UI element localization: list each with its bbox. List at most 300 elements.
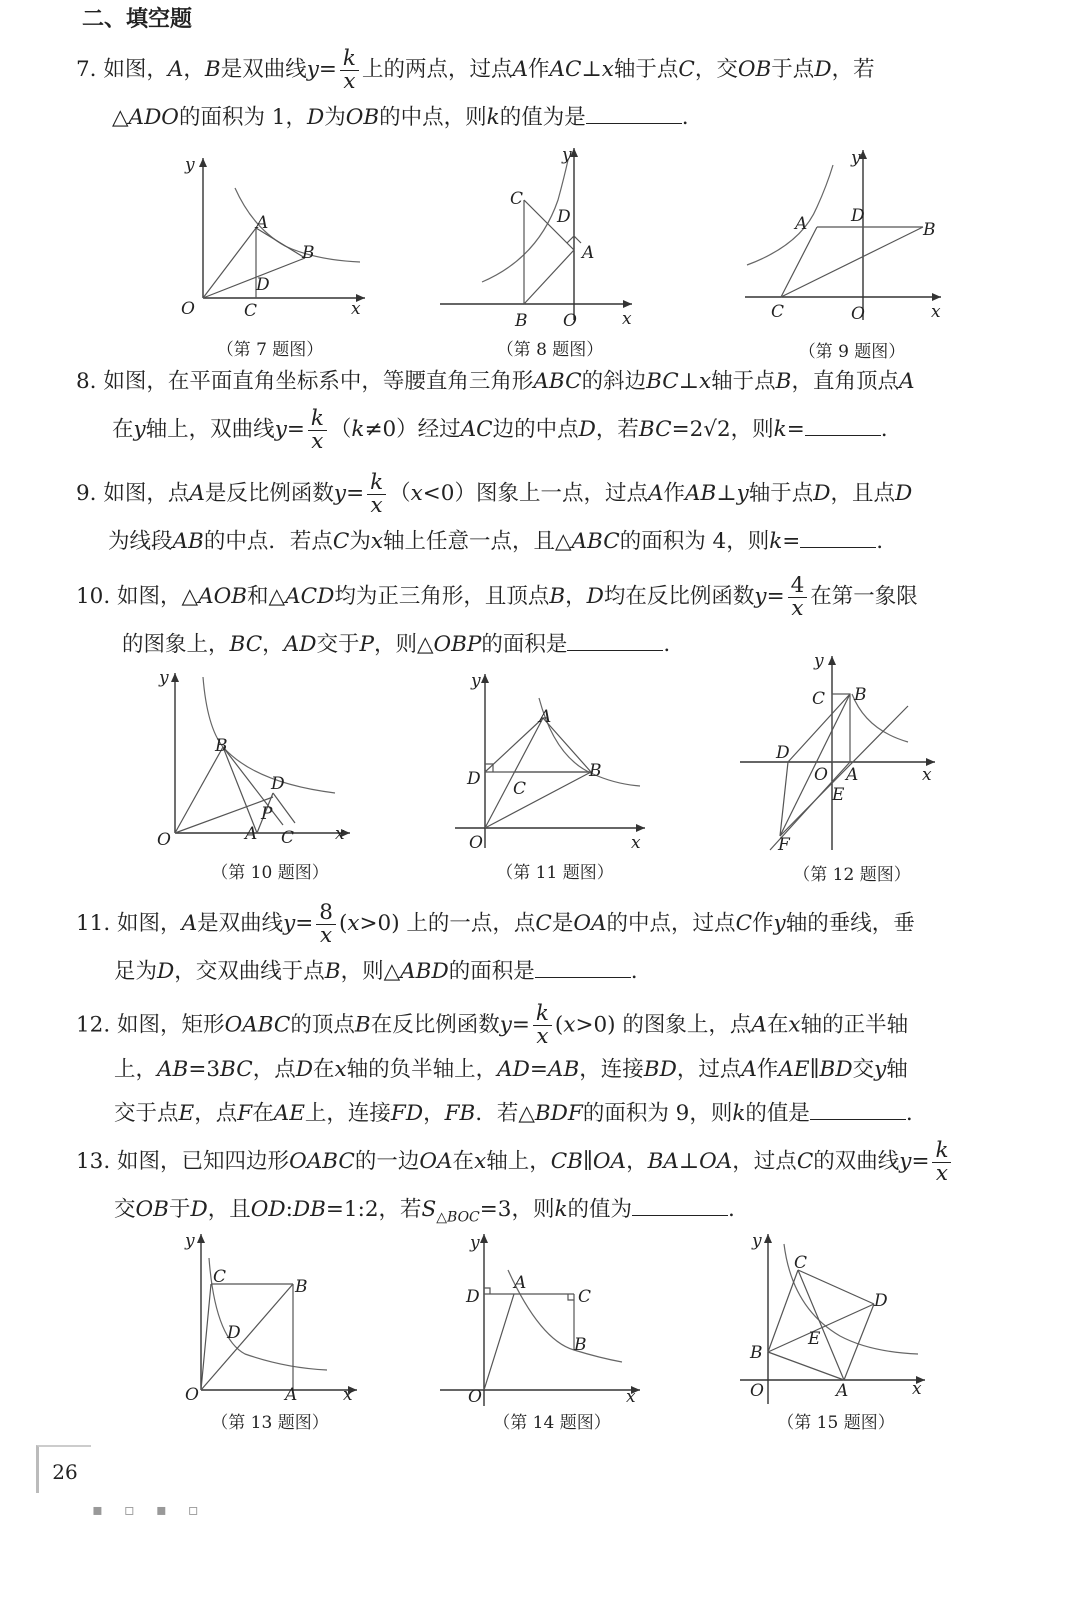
text-fragment: 在	[112, 417, 134, 442]
text-fragment: ，	[423, 1101, 445, 1126]
text-fragment: AC	[549, 57, 582, 82]
text-fragment: k	[773, 417, 787, 442]
text-fragment: 作	[752, 911, 774, 936]
label-C: C	[578, 1287, 592, 1307]
text-fragment: P	[359, 632, 374, 657]
text-fragment: 如图，矩形	[117, 1012, 225, 1038]
label-C: C	[510, 189, 524, 209]
label-D: D	[466, 1287, 480, 1307]
text-fragment: =	[911, 1149, 930, 1174]
text-fragment: OA	[592, 1149, 627, 1174]
caption-figure-7: （第 7 题图）	[216, 340, 324, 360]
label-O: O	[563, 311, 577, 331]
figure-8	[440, 140, 640, 330]
text-fragment: =	[782, 529, 801, 554]
text-fragment: k	[769, 529, 783, 554]
label-B: B	[574, 1335, 587, 1355]
text-fragment: (	[554, 1012, 564, 1038]
text-fragment: y	[133, 417, 146, 442]
text-fragment: ，交	[694, 57, 738, 82]
text-fragment: x	[370, 492, 383, 518]
text-fragment: ，则	[730, 417, 774, 442]
text-fragment: AE	[273, 1101, 305, 1126]
text-fragment: x	[343, 68, 356, 94]
text-fragment: .	[728, 1197, 735, 1222]
text-fragment: ，若	[595, 417, 639, 442]
text-fragment: 的中点，过点	[606, 911, 736, 936]
caption-figure-14: （第 14 题图）	[493, 1413, 611, 1433]
text-fragment: OA	[699, 1149, 733, 1174]
label-y: y	[185, 1231, 195, 1251]
caption-figure-9: （第 9 题图）	[798, 342, 906, 362]
text-fragment: AB	[685, 481, 717, 506]
text-fragment: A	[751, 1012, 767, 1038]
text-fragment: D	[578, 417, 596, 442]
answer-blank[interactable]	[800, 527, 876, 548]
label-P: P	[261, 804, 273, 824]
label-B: B	[923, 220, 936, 240]
text-fragment: =	[766, 584, 785, 609]
text-fragment: C	[796, 1149, 814, 1174]
text-fragment: 如图，△	[117, 584, 199, 609]
text-fragment: B	[775, 369, 792, 394]
text-fragment: x	[410, 481, 423, 506]
text-fragment: ∥	[809, 1057, 820, 1082]
text-fragment: k	[533, 1003, 552, 1026]
text-fragment: 轴的负半轴上，	[346, 1057, 498, 1082]
text-fragment: A	[512, 57, 528, 82]
text-fragment: A	[167, 57, 184, 82]
text-fragment: ∥	[582, 1149, 593, 1174]
text-fragment: x	[698, 369, 712, 394]
text-fragment: 为线段	[108, 529, 173, 554]
text-fragment: .	[630, 959, 638, 984]
label-B: B	[750, 1343, 763, 1363]
text-fragment: ABD	[400, 959, 449, 984]
text-fragment: BC	[220, 1057, 253, 1082]
label-B: B	[302, 243, 315, 263]
text-fragment: A	[898, 369, 915, 394]
figure-12	[740, 650, 945, 855]
figure-13	[175, 1228, 365, 1408]
text-fragment: 的图象上，	[122, 632, 230, 657]
label-A: A	[539, 707, 552, 727]
caption-figure-10: （第 10 题图）	[211, 863, 329, 883]
text-fragment: x	[788, 1012, 801, 1038]
label-A: A	[846, 765, 859, 785]
text-fragment: BA	[647, 1149, 679, 1174]
text-fragment: =3，则	[479, 1197, 555, 1222]
question-13	[76, 1138, 1051, 1241]
text-fragment: ≠0）经过	[364, 417, 461, 442]
label-O: O	[750, 1381, 764, 1401]
label-x: x	[626, 1387, 636, 1407]
text-fragment: 轴上，双曲线	[145, 417, 275, 442]
text-fragment: ，则△	[373, 632, 434, 657]
answer-blank[interactable]	[586, 103, 682, 124]
text-fragment: 的面积为 1，	[178, 105, 307, 130]
label-C: C	[771, 302, 785, 322]
text-fragment: 的面积为 4，则	[619, 529, 770, 554]
fraction	[308, 405, 327, 454]
text-fragment: 于点	[771, 57, 815, 82]
text-fragment: 如图，点	[103, 481, 190, 506]
text-fragment: y	[283, 911, 296, 936]
text-fragment: x	[347, 911, 360, 936]
text-fragment: y	[736, 481, 749, 506]
text-fragment: ，且点	[830, 481, 896, 506]
text-fragment: k	[340, 48, 359, 71]
label-E: E	[808, 1329, 821, 1349]
text-fragment: BDF	[534, 1101, 583, 1126]
label-A: A	[245, 824, 258, 844]
text-fragment: ，直角顶点	[791, 369, 899, 394]
question-number: 9.	[76, 481, 97, 506]
caption-figure-8: （第 8 题图）	[496, 340, 604, 360]
text-fragment: ACD	[285, 584, 335, 609]
label-B: B	[854, 685, 867, 705]
label-x: x	[631, 833, 641, 853]
label-y: y	[562, 145, 572, 165]
question-number: 10.	[76, 584, 111, 609]
text-fragment: （	[389, 481, 411, 506]
text-fragment: 为	[349, 529, 371, 554]
text-fragment: OA	[419, 1149, 453, 1174]
text-fragment: ，	[183, 57, 205, 82]
text-fragment: =	[529, 1057, 548, 1082]
text-fragment: 上，	[114, 1057, 158, 1082]
footer-marks: ▪ ▫ ▪ ▫	[92, 1500, 207, 1519]
label-x: x	[922, 765, 932, 785]
text-fragment: 的面积为 9，则	[582, 1101, 733, 1126]
text-fragment: ，	[626, 1149, 648, 1174]
fraction	[340, 45, 359, 94]
label-x: x	[931, 302, 941, 322]
answer-blank[interactable]	[535, 957, 631, 978]
text-fragment: 如图，已知四边形	[117, 1149, 290, 1174]
text-fragment: :	[285, 1197, 293, 1222]
text-fragment: 是反比例函数	[204, 481, 334, 506]
text-fragment: 8	[316, 902, 336, 925]
text-fragment: AB	[172, 529, 204, 554]
text-fragment: 的面积是	[481, 632, 568, 657]
text-fragment: 作	[756, 1057, 779, 1082]
text-fragment: A	[181, 911, 198, 936]
text-fragment: CB	[550, 1149, 583, 1174]
caption-figure-13: （第 13 题图）	[211, 1413, 329, 1433]
text-fragment: .	[876, 529, 884, 554]
text-fragment: D	[813, 481, 831, 506]
text-fragment: E	[178, 1101, 195, 1126]
question-8	[76, 358, 1051, 454]
text-fragment: 交	[852, 1057, 875, 1082]
text-fragment: 是双曲线	[220, 57, 307, 82]
text-fragment: 在	[252, 1101, 274, 1126]
text-fragment: y	[499, 1012, 512, 1038]
text-fragment: x	[601, 57, 614, 82]
text-fragment: D	[586, 584, 604, 609]
text-fragment: x	[563, 1012, 576, 1038]
label-y: y	[851, 148, 861, 168]
text-fragment: OABC	[289, 1149, 355, 1174]
text-fragment: AOB	[198, 584, 248, 609]
text-fragment: 如图，	[103, 57, 168, 82]
label-x: x	[351, 299, 361, 319]
text-fragment: k	[351, 417, 365, 442]
figure-10	[145, 665, 360, 850]
text-fragment: x	[370, 529, 383, 554]
fraction	[367, 469, 386, 518]
text-fragment: k	[367, 472, 386, 495]
text-fragment: DB	[292, 1197, 326, 1222]
text-fragment: ，连接	[579, 1057, 644, 1082]
section-title: 二、填空题	[82, 7, 193, 32]
text-fragment: 均在反比例函数	[603, 584, 755, 609]
text-fragment: BC	[646, 369, 679, 394]
text-fragment: AB	[157, 1057, 189, 1082]
text-fragment: ⊥	[678, 1149, 700, 1174]
text-fragment: =	[295, 911, 314, 936]
text-fragment: 在	[766, 1012, 789, 1038]
label-A: A	[795, 214, 808, 234]
question-number: 12.	[76, 1012, 111, 1038]
label-O: O	[851, 304, 865, 324]
question-9	[76, 470, 1051, 566]
text-fragment: k	[732, 1101, 746, 1126]
text-fragment: =	[786, 417, 805, 442]
text-fragment: k	[932, 1140, 951, 1163]
text-fragment: 在	[452, 1149, 475, 1174]
text-fragment: =1:2，若	[325, 1197, 422, 1222]
text-fragment: B	[549, 584, 566, 609]
text-fragment: ，	[262, 632, 284, 657]
text-fragment: y	[274, 417, 287, 442]
text-fragment: k	[486, 105, 500, 130]
label-O: O	[157, 830, 171, 850]
text-fragment: 交于点	[114, 1101, 179, 1126]
fraction	[932, 1137, 951, 1186]
text-fragment: ，点	[252, 1057, 296, 1082]
text-fragment: A	[741, 1057, 757, 1082]
text-fragment: √2	[703, 417, 731, 442]
question-7	[76, 46, 1051, 142]
text-fragment: A	[647, 481, 664, 506]
label-D: D	[467, 769, 481, 789]
text-fragment: .	[663, 632, 671, 657]
text-fragment: ，且	[207, 1197, 251, 1222]
caption-figure-12: （第 12 题图）	[793, 865, 911, 885]
label-y: y	[159, 668, 169, 688]
label-C: C	[794, 1253, 808, 1273]
label-A: A	[285, 1385, 298, 1405]
label-x: x	[343, 1385, 353, 1405]
text-fragment: x	[791, 595, 804, 621]
text-fragment: x	[474, 1149, 487, 1174]
label-E: E	[832, 785, 845, 805]
label-y: y	[752, 1231, 762, 1251]
answer-blank[interactable]	[632, 1195, 728, 1216]
text-fragment: 4	[788, 575, 808, 598]
text-fragment: C	[678, 57, 695, 82]
fraction	[316, 899, 336, 948]
text-fragment: BC	[638, 417, 672, 442]
caption-figure-15: （第 15 题图）	[777, 1413, 895, 1433]
label-x: x	[622, 309, 632, 329]
text-fragment: k	[554, 1197, 568, 1222]
text-fragment: D	[306, 105, 325, 130]
question-number: 7.	[76, 57, 97, 82]
text-fragment: ，过点	[732, 1149, 797, 1174]
question-7-line-1	[76, 46, 1051, 94]
text-fragment: B	[354, 1012, 371, 1038]
text-fragment: x	[334, 1057, 347, 1082]
text-fragment: 轴于点	[748, 481, 814, 506]
text-fragment: <0）图象上一点，过点	[422, 481, 648, 506]
text-fragment: =2	[671, 417, 704, 442]
text-fragment: 的一边	[354, 1149, 420, 1174]
text-fragment: BD	[819, 1057, 853, 1082]
text-fragment: AE	[778, 1057, 810, 1082]
label-O: O	[814, 765, 828, 785]
text-fragment: =	[511, 1012, 530, 1038]
label-A: A	[836, 1381, 849, 1401]
text-fragment: C	[535, 911, 552, 936]
answer-blank[interactable]	[810, 1099, 906, 1120]
text-fragment: (	[338, 911, 348, 936]
text-fragment: 的值为是	[499, 105, 586, 130]
text-fragment: FB	[444, 1101, 476, 1126]
text-fragment: x	[935, 1160, 949, 1186]
text-fragment: ⊥	[678, 369, 699, 394]
text-fragment: =	[318, 57, 337, 82]
label-y: y	[470, 1233, 480, 1253]
text-fragment: 于	[168, 1197, 191, 1222]
text-fragment: 边的中点	[492, 417, 579, 442]
text-fragment: F	[237, 1101, 253, 1126]
text-fragment: D	[814, 57, 832, 82]
text-fragment: 轴的正半轴	[800, 1012, 909, 1038]
question-number: 8.	[76, 369, 97, 394]
text-fragment: C	[735, 911, 753, 936]
text-fragment: 轴上，	[486, 1149, 551, 1174]
text-fragment: x	[536, 1024, 549, 1049]
label-A: A	[514, 1273, 527, 1293]
text-fragment: 轴于点	[711, 369, 776, 394]
text-fragment: D	[190, 1197, 208, 1222]
text-fragment: AD	[497, 1057, 530, 1082]
text-fragment: ，过点	[676, 1057, 742, 1082]
label-B: B	[295, 1277, 308, 1297]
text-fragment: OBP	[433, 632, 482, 657]
text-fragment: 为	[324, 105, 346, 130]
text-fragment: =	[346, 481, 365, 506]
label-x: x	[335, 824, 345, 844]
text-fragment: △	[112, 105, 129, 130]
text-fragment: FD	[390, 1101, 424, 1126]
label-O: O	[468, 1387, 482, 1407]
text-fragment: ，	[565, 584, 587, 609]
text-fragment: 轴上任意一点，且△	[382, 529, 572, 554]
text-fragment: OA	[573, 911, 607, 936]
label-A: A	[256, 213, 269, 233]
label-D: D	[227, 1323, 241, 1343]
answer-blank[interactable]	[805, 415, 881, 436]
text-fragment: .	[880, 417, 888, 442]
label-O: O	[181, 299, 195, 319]
label-C: C	[213, 1267, 227, 1287]
text-fragment: =3	[188, 1057, 221, 1082]
text-fragment: x	[311, 428, 324, 454]
text-fragment: 的双曲线	[813, 1149, 900, 1174]
text-fragment: AC	[460, 417, 493, 442]
text-fragment: 在	[312, 1057, 335, 1082]
question-11	[76, 900, 1051, 996]
label-C: C	[281, 828, 295, 848]
label-O: O	[469, 833, 483, 853]
text-fragment: 在反比例函数	[370, 1012, 500, 1038]
text-fragment: 的值为	[567, 1197, 633, 1222]
text-fragment: y	[333, 481, 347, 506]
text-fragment: 上的两点，过点	[361, 57, 513, 82]
text-fragment: ，交双曲线于点	[174, 959, 325, 984]
label-O: O	[185, 1385, 199, 1405]
text-fragment: BD	[643, 1057, 677, 1082]
question-number: 13.	[76, 1149, 111, 1174]
text-fragment: 轴	[886, 1057, 908, 1082]
label-y: y	[814, 651, 824, 671]
text-fragment: 和△	[247, 584, 286, 609]
text-fragment: 如图，在平面直角坐标系中，等腰直角三角形	[103, 369, 534, 394]
text-fragment: ⊥	[581, 57, 602, 82]
text-fragment: .	[905, 1101, 913, 1126]
question-7-line-2	[76, 94, 1051, 142]
text-fragment: 轴的垂线，垂	[785, 911, 915, 936]
answer-blank[interactable]	[567, 630, 663, 651]
text-fragment: OABC	[224, 1012, 291, 1038]
text-fragment: BC	[229, 632, 263, 657]
text-fragment: y	[306, 57, 319, 82]
text-fragment: x	[320, 922, 333, 948]
page-number: 26	[36, 1445, 91, 1493]
text-fragment: △BOC	[436, 1209, 480, 1226]
text-fragment: 作	[528, 57, 550, 82]
text-fragment: S	[421, 1197, 437, 1222]
text-fragment: 作	[663, 481, 686, 506]
text-fragment: AD	[283, 632, 317, 657]
text-fragment: 在第一象限	[810, 584, 918, 609]
figure-14	[440, 1230, 650, 1410]
label-D: D	[851, 206, 865, 226]
figure-9	[745, 145, 950, 330]
text-fragment: A	[189, 481, 205, 506]
text-fragment: D	[895, 481, 913, 506]
text-fragment: AB	[547, 1057, 580, 1082]
text-fragment: .	[681, 105, 689, 130]
fraction	[533, 1003, 552, 1048]
text-fragment: 的斜边	[581, 369, 647, 394]
text-fragment: OB	[345, 105, 380, 130]
text-fragment: k	[308, 408, 327, 431]
label-B: B	[589, 761, 602, 781]
caption-figure-11: （第 11 题图）	[496, 863, 614, 883]
text-fragment: y	[773, 911, 786, 936]
label-B: B	[215, 736, 228, 756]
text-fragment: y	[899, 1149, 912, 1174]
label-y: y	[471, 671, 481, 691]
text-fragment: C	[332, 529, 350, 554]
label-x: x	[912, 1379, 922, 1399]
label-A: A	[582, 243, 595, 263]
